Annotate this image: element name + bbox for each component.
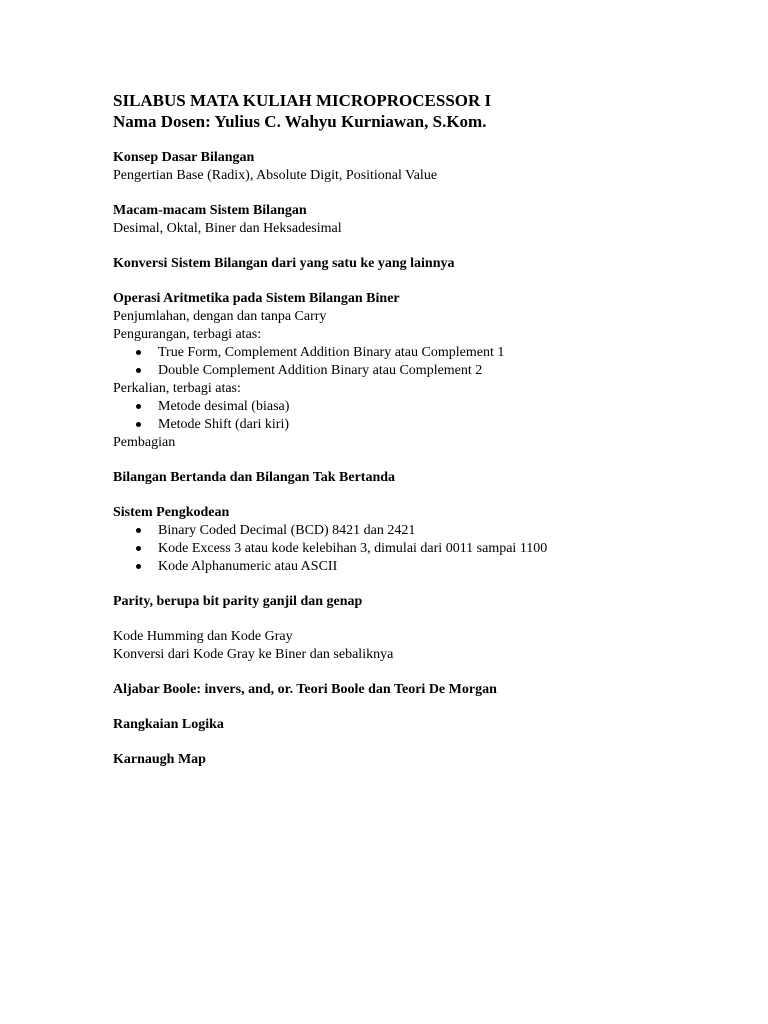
list-item-text: Metode desimal (biasa) [158,399,290,414]
section-text: Pembagian [113,435,176,450]
bullet-list [113,522,713,576]
list-item-text: Metode Shift (dari kiri) [158,417,290,432]
bullet-icon [136,368,141,373]
lecturer-name: Nama Dosen: Yulius C. Wahyu Kurniawan, S.Kom. [113,112,487,131]
list-item [113,398,713,416]
section-text: Pengertian Base (Radix), Absolute Digit, Positional Value [113,168,438,183]
section-text: Desimal, Oktal, Biner dan Heksadesimal [113,221,342,236]
bullet-icon [136,350,141,355]
section-text: Pengurangan, terbagi atas: [113,327,262,342]
list-item [113,558,713,576]
section-text: Konversi dari Kode Gray ke Biner dan sebaliknya [113,647,394,662]
list-item [113,362,713,380]
list-item-text: Kode Alphanumeric atau ASCII [158,559,338,574]
section-heading: Sistem Pengkodean [113,505,230,520]
list-item [113,344,713,362]
list-item-text: Double Complement Addition Binary atau Complement 2 [158,363,483,378]
list-item-text: Binary Coded Decimal (BCD) 8421 dan 2421 [158,523,416,538]
bullet-icon [136,528,141,533]
section-text: Perkalian, terbagi atas: [113,381,241,396]
section-heading: Bilangan Bertanda dan Bilangan Tak Bertanda [113,470,396,485]
section-text: Penjumlahan, dengan dan tanpa Carry [113,309,327,324]
list-item-text: True Form, Complement Addition Binary atau Complement 1 [158,345,505,360]
section-heading: Konversi Sistem Bilangan dari yang satu ke yang lainnya [113,256,455,271]
list-item [113,416,713,434]
section-heading: Macam-macam Sistem Bilangan [113,203,307,218]
section-text: Kode Humming dan Kode Gray [113,629,293,644]
section-heading: Aljabar Boole: invers, and, or. Teori Boole dan Teori De Morgan [113,682,497,697]
bullet-icon [136,404,141,409]
syllabus-body [113,90,713,769]
bullet-icon [136,546,141,551]
bullet-icon [136,422,141,427]
section-heading: Karnaugh Map [113,752,206,767]
section-heading: Konsep Dasar Bilangan [113,150,255,165]
list-item [113,540,713,558]
bullet-icon [136,564,141,569]
list-item [113,522,713,540]
list-item-text: Kode Excess 3 atau kode kelebihan 3, dimulai dari 0011 sampai 1100 [158,541,548,556]
bullet-list [113,398,713,434]
section-heading: Rangkaian Logika [113,717,224,732]
bullet-list [113,344,713,380]
document-title: SILABUS MATA KULIAH MICROPROCESSOR I [113,91,492,110]
section-heading: Parity, berupa bit parity ganjil dan genap [113,594,363,609]
section-heading: Operasi Aritmetika pada Sistem Bilangan Biner [113,291,400,306]
